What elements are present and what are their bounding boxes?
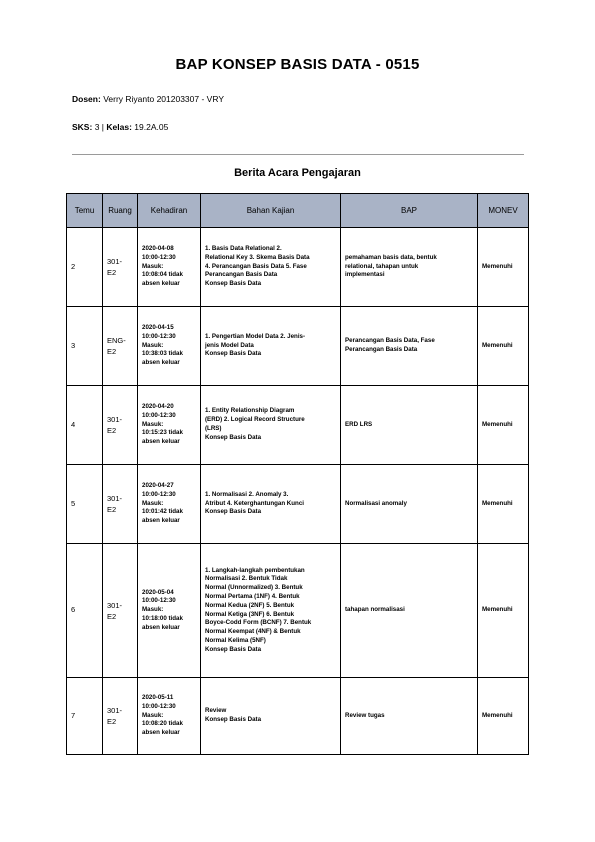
- attendance-line: 10:00-12:30: [142, 253, 176, 261]
- cell-monev: Memenuhi: [478, 678, 529, 755]
- bap-line: ERD LRS: [345, 420, 373, 428]
- sks-label: SKS:: [72, 122, 93, 132]
- attendance-line: 10:00-12:30: [142, 411, 176, 419]
- topic-line: Normalisasi 2. Bentuk Tidak: [205, 575, 288, 583]
- topic-line: 1. Basis Data Relational 2.: [205, 245, 282, 252]
- column-header-ruang: Ruang: [103, 194, 138, 228]
- bap-line: pemahaman basis data, bentuk: [345, 253, 437, 261]
- topic-line: 1. Langkah-langkah pembentukan: [205, 566, 305, 574]
- cell-bahan-kajian: [201, 228, 341, 307]
- cell-ruang: [103, 678, 138, 755]
- topic-line: Konsep Basis Data: [205, 645, 262, 653]
- topic-line: Normal Keempat (4NF) & Bentuk: [205, 628, 301, 636]
- teaching-report-table: [66, 193, 529, 755]
- cell-bahan-kajian: [201, 307, 341, 386]
- attendance-line: 10:01:42 tidak: [142, 508, 183, 516]
- bap-line: Perancangan Basis Data, Fase: [345, 337, 435, 345]
- attendance-line: Masuk:: [142, 262, 164, 270]
- cell-bap: [341, 544, 478, 678]
- topic-line: Atribut 4. Keterghantungan Kunci: [205, 499, 304, 507]
- cell-monev: Memenuhi: [478, 307, 529, 386]
- room-line: 301-: [107, 600, 123, 610]
- cell-kehadiran: [138, 386, 201, 465]
- lecturer-info: [72, 94, 224, 104]
- cell-ruang: [103, 307, 138, 386]
- cell-temu: 4: [67, 386, 103, 465]
- topic-line: Perancangan Basis Data: [205, 271, 278, 279]
- table-row: [67, 228, 529, 307]
- attendance-line: 10:08:04 tidak: [142, 271, 183, 279]
- cell-monev: Memenuhi: [478, 465, 529, 544]
- attendance-line: 10:15:23 tidak: [142, 429, 183, 437]
- cell-monev: Memenuhi: [478, 386, 529, 465]
- room-line: E2: [107, 426, 117, 435]
- column-header-monev: MONEV: [478, 194, 529, 228]
- room-line: ENG-: [107, 336, 126, 345]
- cell-bap: [341, 386, 478, 465]
- topic-line: jenis Model Data: [205, 341, 254, 349]
- cell-temu: 3: [67, 307, 103, 386]
- cell-kehadiran: [138, 678, 201, 755]
- table-row: [67, 678, 529, 755]
- cell-bahan-kajian: [201, 678, 341, 755]
- attendance-line: absen keluar: [142, 359, 180, 367]
- attendance-line: 10:00-12:30: [142, 702, 176, 710]
- bap-line: relational, tahapan untuk: [345, 262, 419, 270]
- attendance-line: absen keluar: [142, 729, 180, 737]
- bap-line: implementasi: [345, 271, 385, 279]
- room-line: E2: [107, 347, 117, 356]
- cell-ruang: [103, 465, 138, 544]
- attendance-line: 2020-05-04: [142, 588, 174, 596]
- bap-line: Normalisasi anomaly: [345, 499, 407, 507]
- topic-line: (ERD) 2. Logical Record Structure: [205, 416, 305, 424]
- topic-line: Boyce-Codd Form (BCNF) 7. Bentuk: [205, 619, 312, 627]
- cell-bap: [341, 307, 478, 386]
- course-info: [72, 122, 168, 132]
- attendance-line: 10:38:03 tidak: [142, 350, 183, 358]
- table-header-row: [67, 194, 529, 228]
- attendance-line: absen keluar: [142, 623, 180, 631]
- topic-line: Normal Pertama (1NF) 4. Bentuk: [205, 592, 300, 600]
- topic-line: Konsep Basis Data: [205, 716, 262, 723]
- room-line: E2: [107, 268, 117, 277]
- attendance-line: Masuk:: [142, 499, 164, 507]
- section-title: Berita Acara Pengajaran: [234, 167, 361, 179]
- class-value: 19.2A.05: [134, 122, 169, 132]
- attendance-line: 2020-05-11: [142, 694, 174, 701]
- topic-line: 1. Entity Relationship Diagram: [205, 407, 295, 415]
- cell-bap: [341, 678, 478, 755]
- column-header-kehadiran: Kehadiran: [138, 194, 201, 228]
- lecturer-label: Dosen:: [72, 94, 101, 104]
- cell-temu: 7: [67, 678, 103, 755]
- attendance-line: Masuk:: [142, 711, 164, 719]
- page-title: BAP KONSEP BASIS DATA - 0515: [175, 56, 420, 73]
- class-label: Kelas:: [106, 122, 132, 132]
- sks-value: 3: [94, 122, 100, 132]
- column-header-bahan-kajian: Bahan Kajian: [201, 194, 341, 228]
- cell-temu: 6: [67, 544, 103, 678]
- attendance-line: 2020-04-08: [142, 245, 174, 252]
- cell-bahan-kajian: [201, 465, 341, 544]
- topic-line: Relational Key 3. Skema Basis Data: [205, 253, 310, 261]
- lecturer-value: Verry Riyanto 201203307 - VRY: [103, 94, 224, 104]
- room-line: 301-: [107, 257, 123, 266]
- divider: [72, 154, 524, 155]
- cell-temu: 5: [67, 465, 103, 544]
- table-row: [67, 307, 529, 386]
- cell-bap: [341, 228, 478, 307]
- attendance-line: 10:00-12:30: [142, 490, 176, 498]
- topic-line: Normal (Unnormalized) 3. Bentuk: [205, 584, 303, 592]
- topic-line: Normal Ketiga (3NF) 6. Bentuk: [205, 610, 295, 618]
- column-header-temu: Temu: [67, 194, 103, 228]
- attendance-line: 10:00-12:30: [142, 332, 176, 340]
- topic-line: (LRS): [205, 425, 222, 432]
- cell-kehadiran: [138, 228, 201, 307]
- column-header-bap: BAP: [341, 194, 478, 228]
- room-line: E2: [107, 505, 117, 514]
- topic-line: 4. Perancangan Basis Data 5. Fase: [205, 262, 307, 270]
- attendance-line: 2020-04-27: [142, 482, 174, 489]
- room-line: 301-: [107, 494, 123, 503]
- topic-line: Konsep Basis Data: [205, 350, 262, 358]
- attendance-line: absen keluar: [142, 438, 180, 446]
- attendance-line: absen keluar: [142, 280, 180, 288]
- topic-line: Konsep Basis Data: [205, 508, 262, 516]
- cell-ruang: [103, 544, 138, 678]
- bap-line: Perancangan Basis Data: [345, 346, 418, 353]
- table-row: [67, 465, 529, 544]
- cell-ruang: [103, 228, 138, 307]
- attendance-line: Masuk:: [142, 420, 164, 428]
- cell-kehadiran: [138, 544, 201, 678]
- topic-line: Review: [205, 707, 227, 715]
- attendance-line: Masuk:: [142, 606, 164, 614]
- attendance-line: 10:00-12:30: [142, 597, 176, 605]
- attendance-line: 10:08:20 tidak: [142, 720, 183, 728]
- topic-line: Normal Kelima (5NF): [205, 636, 266, 644]
- cell-bap: [341, 465, 478, 544]
- attendance-line: 2020-04-20: [142, 403, 174, 410]
- attendance-line: 10:18:00 tidak: [142, 614, 183, 622]
- cell-bahan-kajian: [201, 544, 341, 678]
- attendance-line: 2020-04-15: [142, 324, 174, 331]
- topic-line: 1. Pengertian Model Data 2. Jenis-: [205, 332, 306, 340]
- cell-monev: Memenuhi: [478, 544, 529, 678]
- separator: |: [101, 122, 105, 132]
- topic-line: 1. Normalisasi 2. Anomaly 3.: [205, 490, 289, 498]
- table-row: [67, 544, 529, 678]
- bap-line: Review tugas: [345, 711, 385, 719]
- room-line: E2: [107, 717, 117, 726]
- cell-kehadiran: [138, 307, 201, 386]
- cell-kehadiran: [138, 465, 201, 544]
- attendance-line: absen keluar: [142, 517, 180, 525]
- topic-line: Normal Kedua (2NF) 5. Bentuk: [205, 601, 295, 609]
- cell-ruang: [103, 386, 138, 465]
- topic-line: Konsep Basis Data: [205, 433, 262, 441]
- room-line: 301-: [107, 415, 123, 424]
- cell-bahan-kajian: [201, 386, 341, 465]
- room-line: 301-: [107, 706, 123, 715]
- topic-line: Konsep Basis Data: [205, 280, 262, 288]
- room-line: E2: [107, 611, 117, 621]
- cell-monev: Memenuhi: [478, 228, 529, 307]
- table-row: [67, 386, 529, 465]
- bap-line: tahapan normalisasi: [345, 606, 405, 614]
- attendance-line: Masuk:: [142, 341, 164, 349]
- cell-temu: 2: [67, 228, 103, 307]
